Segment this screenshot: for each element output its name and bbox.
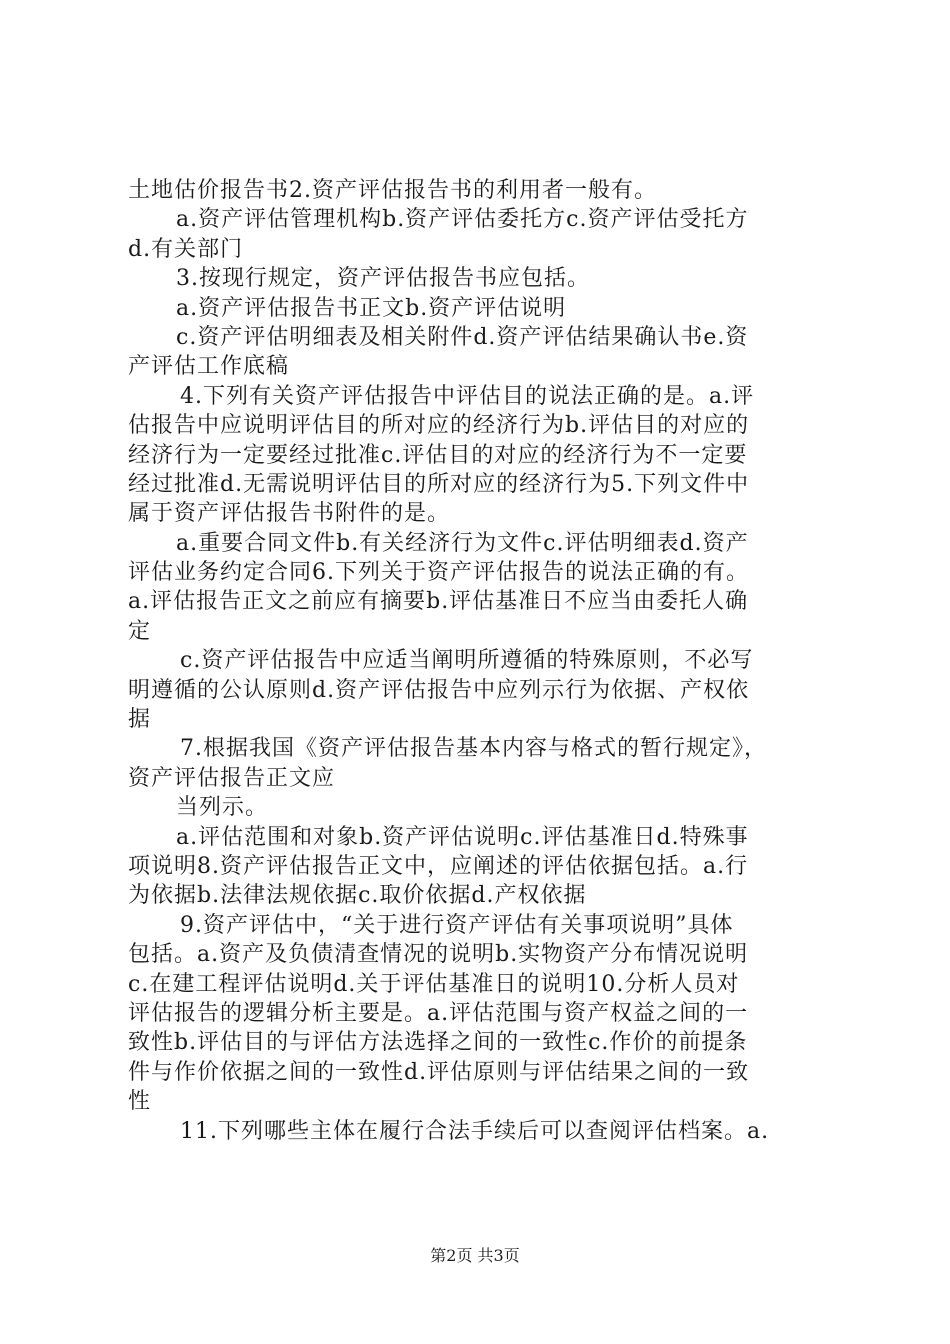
text-line: 经济行为一定要经过批准c.评估目的对应的经济行为不一定要 [128,442,748,468]
text-line: 性 [128,1089,152,1115]
text-line: a.评估范围和对象b.资产评估说明c.评估基准日d.特殊事 [176,824,749,850]
text-line: 11.下列哪些主体在履行合法手续后可以查阅评估档案。a. [180,1118,770,1144]
text-line: 件与作价依据之间的一致性d.评估原则与评估结果之间的一致 [128,1059,750,1085]
text-line: 定 [128,618,152,644]
text-line: d.有关部门 [128,236,244,262]
text-line: 包括。a.资产及负债清查情况的说明b.实物资产分布情况说明 [128,942,749,968]
text-line: a.资产评估报告书正文b.资产评估说明 [176,295,567,321]
page-number-footer: 第2页 共3页 [430,1246,520,1265]
text-line: 估报告中应说明评估目的所对应的经济行为b.评估目的对应的 [128,413,750,439]
text-line: 资产评估报告正文应 [128,765,336,791]
text-line: 评估业务约定合同6.下列关于资产评估报告的说法正确的有。 [128,560,749,586]
text-line: 产评估工作底稿 [128,354,290,380]
text-line: 项说明8.资产评估报告正文中，应阐述的评估依据包括。a.行 [128,853,749,879]
text-line: 明遵循的公认原则d.资产评估报告中应列示行为依据、产权依 [128,677,750,703]
text-line: 为依据b.法律法规依据c.取价依据d.产权依据 [128,883,587,909]
text-line: 9.资产评估中，“关于进行资产评估有关事项说明”具体 [180,912,734,938]
text-line: 致性b.评估目的与评估方法选择之间的一致性c.作价的前提条 [128,1030,748,1056]
text-line: 据 [128,707,152,733]
text-line: 属于资产评估报告书附件的是。 [128,501,451,527]
body-text [128,176,838,1146]
text-line: 土地估价报告书2.资产评估报告书的利用者一般有。 [128,178,657,203]
text-line: a.评估报告正文之前应有摘要b.评估基准日不应当由委托人确 [128,589,749,615]
text-line: 评估报告的逻辑分析主要是。a.评估范围与资产权益之间的一 [128,1000,749,1026]
text-line: c.资产评估明细表及相关附件d.资产评估结果确认书e.资 [176,324,749,350]
text-line: 7.根据我国《资产评估报告基本内容与格式的暂行规定》， [180,736,767,762]
text-line: c.在建工程评估说明d.关于评估基准日的说明10.分析人员对 [128,971,740,997]
text-line: 3.按现行规定，资产评估报告书应包括。 [176,266,590,292]
text-line: c.资产评估报告中应适当阐明所遵循的特殊原则，不必写 [180,648,754,674]
text-line: 4.下列有关资产评估报告中评估目的说法正确的是。a.评 [180,383,755,409]
text-line: a.资产评估管理机构b.资产评估委托方c.资产评估受托方 [176,207,749,233]
text-line: a.重要合同文件b.有关经济行为文件c.评估明细表d.资产 [176,530,749,556]
text-line: 当列示。 [176,795,269,821]
text-line: 经过批准d.无需说明评估目的所对应的经济行为5.下列文件中 [128,471,750,497]
